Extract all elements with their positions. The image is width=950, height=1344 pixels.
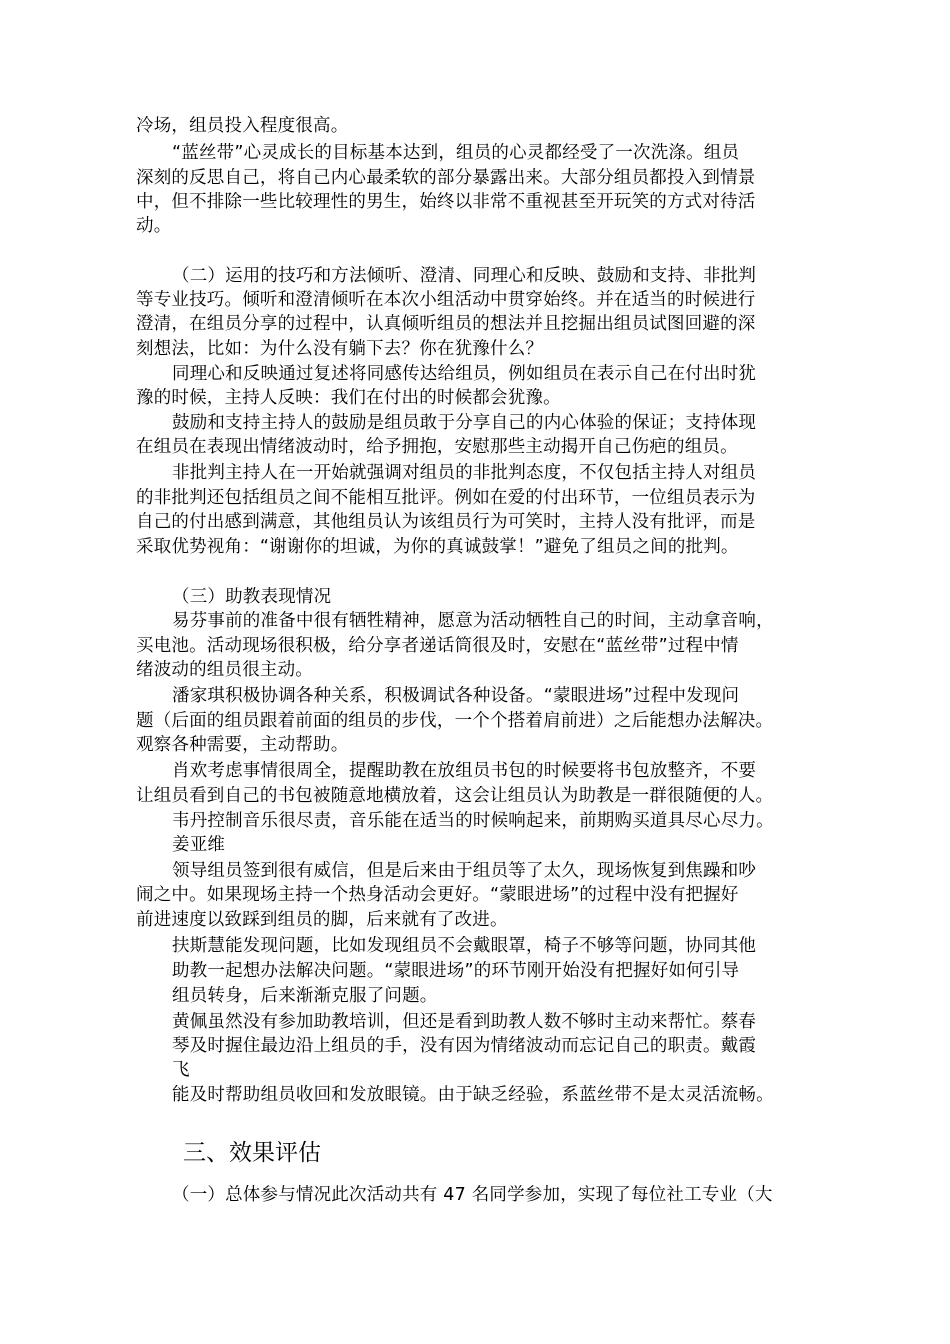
text-line: 绪波动的组员很主动。 bbox=[136, 660, 313, 680]
text-line: （一）总体参与情况此次活动共有 47 名同学参加，实现了每位社工专业（大 bbox=[172, 1185, 773, 1205]
text-line: 肖欢考虑事情很周全，提醒助教在放组员书包的时候要将书包放整齐，不要 bbox=[172, 761, 757, 781]
text-line: 非批判主持人在一开始就强调对组员的非批判态度，不仅包括主持人对组员 bbox=[172, 463, 757, 483]
section-heading: 三、效果评估 bbox=[183, 1140, 321, 1166]
text-line: 采取优势视角：“谢谢你的坦诚，为你的真诚鼓掌！”避免了组员之间的批判。 bbox=[136, 537, 739, 557]
text-line: 动。 bbox=[136, 216, 172, 236]
text-line: 买电池。活动现场很积极，给分享者递话筒很及时，安慰在“蓝丝带”过程中情 bbox=[136, 636, 739, 656]
text-line: 自己的付出感到满意，其他组员认为该组员行为可笑时，主持人没有批评，而是 bbox=[136, 512, 756, 532]
text-line: 黄佩虽然没有参加助教培训，但还是看到助教人数不够时主动来帮忙。蔡春 bbox=[172, 1012, 757, 1032]
text-line: 等专业技巧。倾听和澄清倾听在本次小组活动中贯穿始终。并在适当的时候进行 bbox=[136, 290, 756, 310]
text-line: 鼓励和支持主持人的鼓励是组员敢于分享自己的内心体验的保证；支持体现 bbox=[172, 413, 757, 433]
text-line: 题（后面的组员跟着前面的组员的步伐，一个个搭着肩前进）之后能想办法解决。 bbox=[136, 711, 774, 731]
text-line: 前进速度以致踩到组员的脚，后来就有了改进。 bbox=[136, 910, 508, 930]
text-line: 琴及时握住最边沿上组员的手，没有因为情绪波动而忘记自己的职责。戴霞 bbox=[172, 1036, 757, 1056]
text-line: 澄清，在组员分享的过程中，认真倾听组员的想法并且挖掘出组员试图回避的深 bbox=[136, 314, 756, 334]
text-line: 易芬事前的准备中很有牺牲精神，愿意为活动牺牲自己的时间，主动拿音响， bbox=[172, 611, 774, 631]
text-line: 同理心和反映通过复述将同感传达给组员，例如组员在表示自己在付出时犹 bbox=[172, 364, 757, 384]
text-line: 扶斯慧能发现问题，比如发现组员不会戴眼罩，椅子不够等问题，协同其他 bbox=[172, 936, 757, 956]
text-line: 在组员在表现出情绪波动时，给予拥抱，安慰那些主动揭开自己伤疤的组员。 bbox=[136, 437, 738, 457]
text-line: “蓝丝带”心灵成长的目标基本达到，组员的心灵都经受了一次洗涤。组员 bbox=[172, 143, 740, 163]
text-line: 豫的时候，主持人反映：我们在付出的时候都会犹豫。 bbox=[136, 388, 561, 408]
text-line: 闹之中。如果现场主持一个热身活动会更好。“蒙眼进场”的过程中没有把握好 bbox=[136, 885, 739, 905]
text-line: 深刻的反思自己，将自己内心最柔软的部分暴露出来。大部分组员都投入到情景 bbox=[136, 168, 756, 188]
text-line: 的非批判还包括组员之间不能相互批评。例如在爱的付出环节，一位组员表示为 bbox=[136, 488, 756, 508]
text-line: 能及时帮助组员收回和发放眼镜。由于缺乏经验，系蓝丝带不是太灵活流畅。 bbox=[172, 1085, 774, 1105]
text-line: 观察各种需要，主动帮助。 bbox=[136, 735, 349, 755]
text-line: 组员转身，后来渐渐克服了问题。 bbox=[172, 986, 438, 1006]
text-line: 姜亚维 bbox=[172, 835, 226, 855]
subsection-heading: （三）助教表现情况 bbox=[172, 587, 332, 607]
text-line: 助教一起想办法解决问题。“蒙眼进场”的环节刚开始没有把握好如何引导 bbox=[172, 961, 740, 981]
text-line: 冷场，组员投入程度很高。 bbox=[136, 116, 349, 136]
text-line: 飞 bbox=[172, 1060, 190, 1080]
text-line: 领导组员签到很有威信，但是后来由于组员等了太久，现场恢复到焦躁和吵 bbox=[172, 861, 757, 881]
text-line: 潘家琪积极协调各种关系，积极调试各种设备。“蒙眼进场”过程中发现问 bbox=[172, 686, 740, 706]
text-line: 韦丹控制音乐很尽责，音乐能在适当的时候响起来，前期购买道具尽心尽力。 bbox=[172, 811, 774, 831]
subsection-heading: （二）运用的技巧和方法倾听、澄清、同理心和反映、鼓励和支持、非批判 bbox=[172, 266, 757, 286]
text-line: 中，但不排除一些比较理性的男生，始终以非常不重视甚至开玩笑的方式对待活 bbox=[136, 192, 756, 212]
text-line: 刻想法，比如：为什么没有躺下去？你在犹豫什么？ bbox=[136, 339, 544, 359]
text-line: 让组员看到自己的书包被随意地横放着，这会让组员认为助教是一群很随便的人。 bbox=[136, 786, 774, 806]
